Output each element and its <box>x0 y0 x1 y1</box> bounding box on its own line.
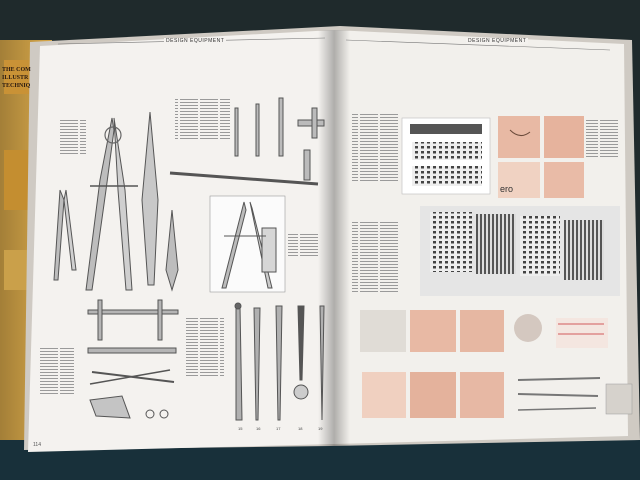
svg-text:ero: ero <box>500 184 514 194</box>
right-running-head: DESIGN EQUIPMENT <box>468 38 527 44</box>
figure-number: 15 <box>238 426 243 431</box>
left-folio: 114 <box>33 442 41 448</box>
figure-number: 16 <box>256 426 261 431</box>
spine-line: ILLUSTR <box>2 75 29 81</box>
figure-number: 17 <box>276 426 281 431</box>
figure-number: 19 <box>318 426 323 431</box>
left-running-head: DESIGN EQUIPMENT <box>166 38 225 44</box>
figure-number: 18 <box>298 426 303 431</box>
spine-line: THE COM <box>2 67 31 73</box>
underlying-book-spine-text <box>2 66 31 90</box>
spine-line: TECHNIQ <box>2 83 31 89</box>
